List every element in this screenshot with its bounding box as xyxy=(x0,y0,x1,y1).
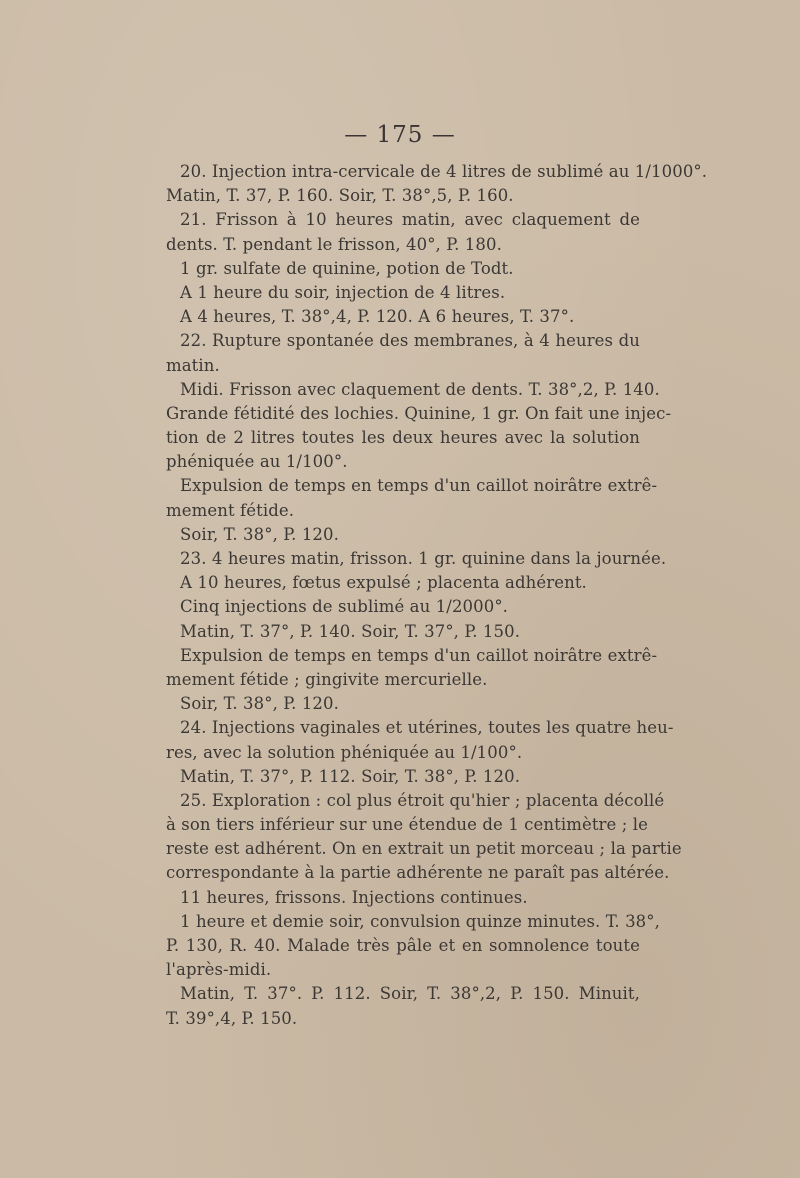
text-line: P. 130, R. 40. Malade très pâle et en somnolence toute xyxy=(166,936,640,955)
text-line: correspondante à la partie adhérente ne paraît pas altérée. xyxy=(166,863,670,883)
text-line: 11 heures, frissons. Injections continues. xyxy=(180,887,528,907)
text-line: l'après-midi. xyxy=(166,960,272,980)
text-line: 23. 4 heures matin, frisson. 1 gr. quinine dans la journée. xyxy=(180,549,667,568)
text-line: mement fétide ; gingivite mercurielle. xyxy=(166,669,488,689)
text-line: Expulsion de temps en temps d'un caillot noirâtre extrê- xyxy=(180,476,658,496)
text-line: Matin, T. 37°, P. 140. Soir, T. 37°, P. 150. xyxy=(180,621,521,641)
text-line: A 4 heures, T. 38°,4, P. 120. A 6 heures, T. 37°. xyxy=(180,307,575,327)
text-line: Soir, T. 38°, P. 120. xyxy=(180,694,339,714)
text-line: res, avec la solution phéniquée au 1/100°. xyxy=(166,742,523,762)
text-line: mement fétide. xyxy=(166,500,295,520)
text-line: 1 gr. sulfate de quinine, potion de Todt. xyxy=(180,258,514,278)
text-line: 22. Rupture spontanée des membranes, à 4 heures du xyxy=(180,331,640,351)
text-line: Cinq injections de sublimé au 1/2000°. xyxy=(180,597,509,617)
body-text xyxy=(166,160,708,1031)
text-line: 20. Injection intra-cervicale de 4 litres de sublimé au 1/1000°. xyxy=(180,162,708,181)
page-number: — 175 — xyxy=(344,122,456,148)
text-line: à son tiers inférieur sur une étendue de 1 centimètre ; le xyxy=(166,815,649,835)
text-line: 25. Exploration : col plus étroit qu'hier ; placenta décollé xyxy=(180,790,665,810)
text-line: Midi. Frisson avec claquement de dents. T. 38°,2, P. 140. xyxy=(180,379,660,399)
text-line: T. 39°,4, P. 150. xyxy=(166,1008,298,1028)
text-line: tion de 2 litres toutes les deux heures avec la solution xyxy=(166,428,640,448)
text-line: 1 heure et demie soir, convulsion quinze minutes. T. 38°, xyxy=(180,911,660,931)
text-line: 24. Injections vaginales et utérines, toutes les quatre heu- xyxy=(180,718,674,738)
text-line: Grande fétidité des lochies. Quinine, 1 gr. On fait une injec- xyxy=(166,403,672,423)
text-line: Expulsion de temps en temps d'un caillot noirâtre extrê- xyxy=(180,645,658,665)
text-line: Matin, T. 37, P. 160. Soir, T. 38°,5, P. 160. xyxy=(166,186,514,206)
text-line: matin. xyxy=(166,355,220,375)
text-line: Matin, T. 37°. P. 112. Soir, T. 38°,2, P. 150. Minuit, xyxy=(180,984,640,1004)
text-line: 21. Frisson à 10 heures matin, avec claquement de xyxy=(180,210,640,230)
text-line: Soir, T. 38°, P. 120. xyxy=(180,524,339,544)
text-line: A 1 heure du soir, injection de 4 litres. xyxy=(180,282,506,302)
text-line: A 10 heures, fœtus expulsé ; placenta adhérent. xyxy=(180,573,587,593)
text-line: phéniquée au 1/100°. xyxy=(166,452,348,472)
text-line: Matin, T. 37°, P. 112. Soir, T. 38°, P. 120. xyxy=(180,766,521,786)
text-line: reste est adhérent. On en extrait un petit morceau ; la partie xyxy=(166,839,682,859)
text-line: dents. T. pendant le frisson, 40°, P. 180. xyxy=(166,234,502,254)
